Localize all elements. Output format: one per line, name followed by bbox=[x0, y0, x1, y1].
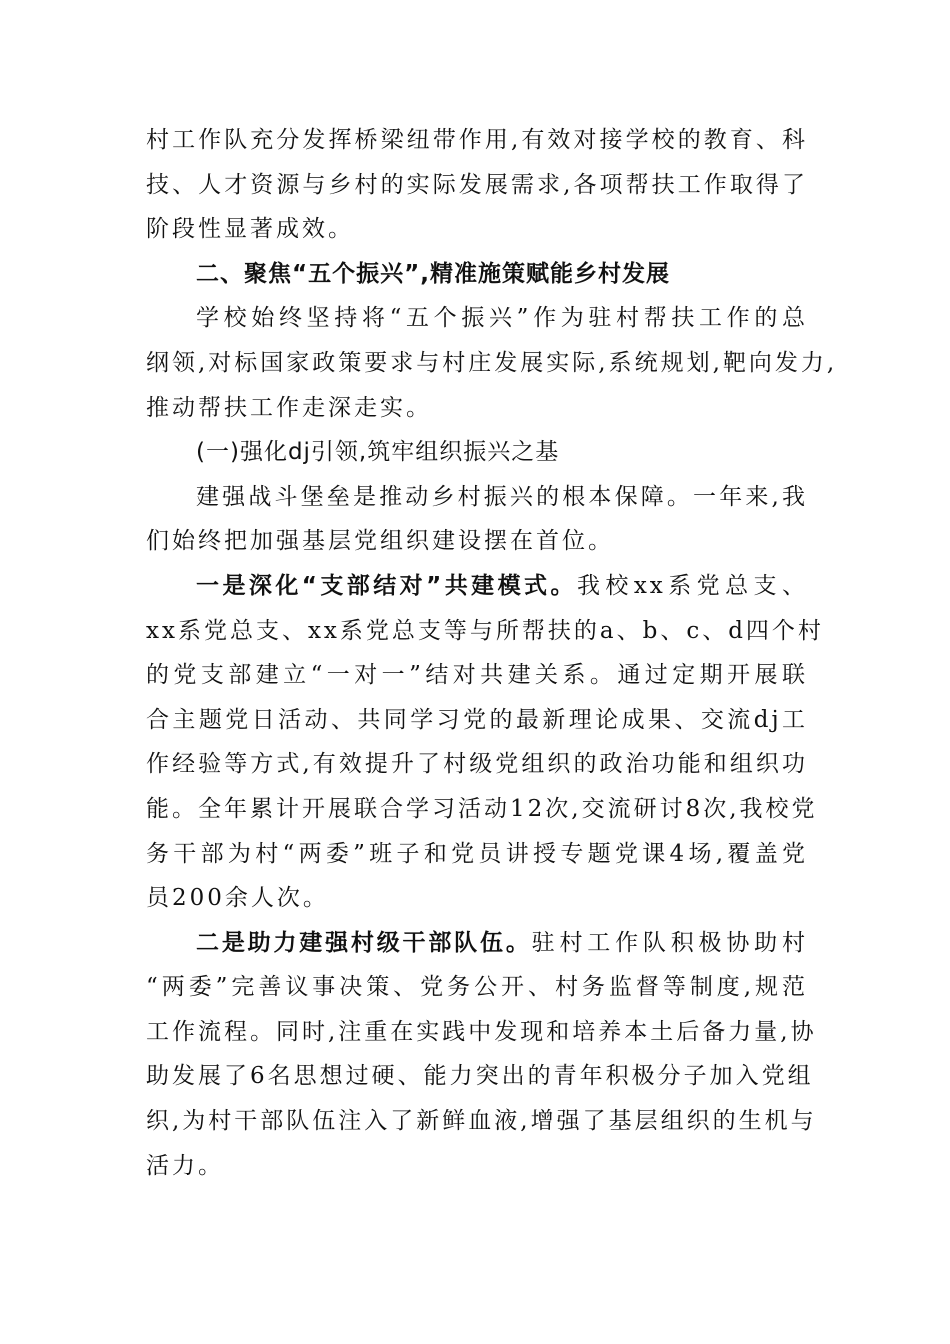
text-line bbox=[146, 832, 808, 877]
paragraph bbox=[146, 118, 808, 252]
line-text: 作经验等方式,有效提升了村级党组织的政治功能和组织功 bbox=[146, 751, 808, 778]
line-text: 推动帮扶工作走深走实。 bbox=[146, 394, 432, 421]
line-text: 们始终把加强基层党组织建设摆在首位。 bbox=[146, 528, 614, 555]
text-line bbox=[146, 296, 808, 341]
line-text: 纲领,对标国家政策要求与村庄发展实际,系统规划,靶向发力, bbox=[146, 349, 838, 376]
line-text: 驻村工作队积极协助村 bbox=[531, 929, 809, 956]
line-text: 技、人才资源与乡村的实际发展需求,各项帮扶工作取得了 bbox=[146, 171, 808, 198]
text-line bbox=[146, 1099, 817, 1144]
line-text: 能。全年累计开展联合学习活动12次,交流研讨8次,我校党 bbox=[146, 795, 818, 822]
line-text: xx系党总支、xx系党总支等与所帮扶的a、b、c、d四个村 bbox=[146, 617, 824, 644]
text-line bbox=[146, 430, 808, 475]
text-line bbox=[146, 653, 808, 698]
line-text: 织,为村干部队伍注入了新鲜血液,增强了基层组织的生机与 bbox=[146, 1108, 817, 1135]
line-text: 二、聚焦“五个振兴”,精准施策赋能乡村发展 bbox=[196, 260, 670, 287]
bold-lead-text: 二是助力建强村级干部队伍。 bbox=[196, 929, 532, 956]
text-line bbox=[146, 252, 808, 297]
paragraph bbox=[146, 564, 824, 921]
text-line bbox=[146, 609, 824, 654]
document-body bbox=[146, 118, 838, 1188]
text-line bbox=[146, 965, 808, 1010]
text-line bbox=[146, 386, 808, 431]
text-line bbox=[146, 341, 838, 386]
text-line bbox=[146, 787, 818, 832]
text-line bbox=[146, 519, 808, 564]
subsection-heading bbox=[146, 430, 808, 475]
text-line bbox=[146, 163, 808, 208]
line-text: 建强战斗堡垒是推动乡村振兴的根本保障。一年来,我 bbox=[196, 483, 808, 510]
text-line bbox=[146, 207, 808, 252]
line-text: (一)强化dj引领,筑牢组织振兴之基 bbox=[196, 439, 560, 466]
bold-lead-text: 一是深化“支部结对”共建模式。 bbox=[196, 572, 577, 599]
line-text: 助发展了6名思想过硬、能力突出的青年积极分子加入党组 bbox=[146, 1063, 814, 1090]
line-text: 活力。 bbox=[146, 1152, 224, 1179]
line-text: 员200余人次。 bbox=[146, 885, 329, 912]
line-text: 的党支部建立“一对一”结对共建关系。通过定期开展联 bbox=[146, 662, 808, 689]
paragraph bbox=[146, 475, 808, 564]
line-text: 务干部为村“两委”班子和党员讲授专题党课4场,覆盖党 bbox=[146, 840, 808, 867]
line-text: 我校xx系党总支、 bbox=[576, 572, 809, 599]
line-text: 工作流程。同时,注重在实践中发现和培养本土后备力量,协 bbox=[146, 1018, 817, 1045]
text-line bbox=[146, 921, 808, 966]
line-text: “两委”完善议事决策、党务公开、村务监督等制度,规范 bbox=[146, 974, 808, 1001]
paragraph bbox=[146, 296, 838, 430]
text-line bbox=[146, 876, 808, 921]
paragraph bbox=[146, 921, 817, 1189]
text-line bbox=[146, 475, 808, 520]
text-line bbox=[146, 564, 808, 609]
line-text: 阶段性显著成效。 bbox=[146, 216, 354, 243]
text-line bbox=[146, 118, 808, 163]
section-heading bbox=[146, 252, 808, 297]
text-line bbox=[146, 1010, 817, 1055]
text-line bbox=[146, 742, 808, 787]
line-text: 村工作队充分发挥桥梁纽带作用,有效对接学校的教育、科 bbox=[146, 127, 808, 153]
text-line bbox=[146, 1054, 814, 1099]
line-text: 学校始终坚持将“五个振兴”作为驻村帮扶工作的总 bbox=[196, 305, 808, 332]
line-text: 合主题党日活动、共同学习党的最新理论成果、交流dj工 bbox=[146, 706, 808, 733]
text-line bbox=[146, 698, 808, 743]
text-line bbox=[146, 1144, 808, 1189]
